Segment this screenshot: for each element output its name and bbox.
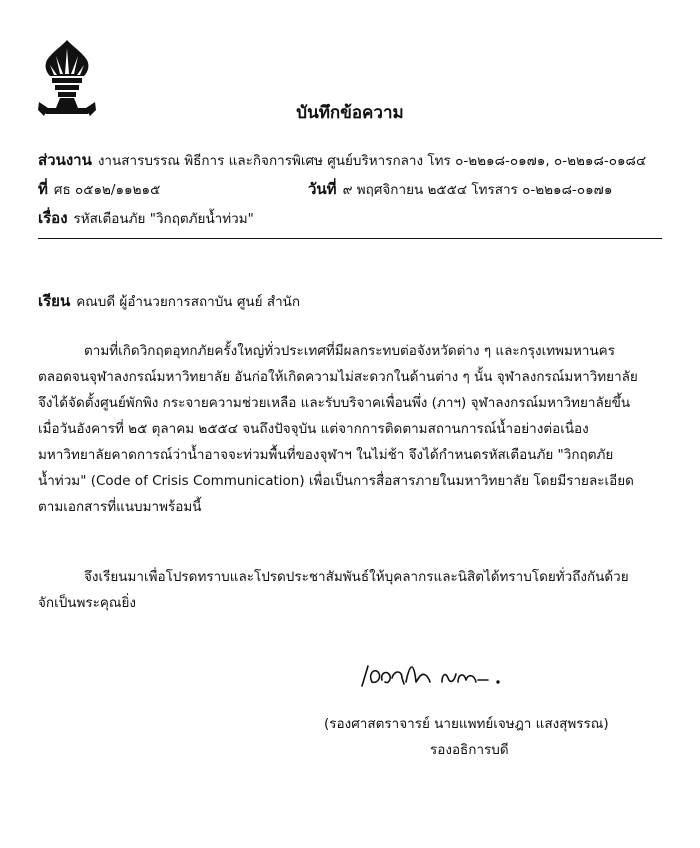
number-value: ศธ ๐๕๑๒/๑๑๒๑๕ xyxy=(53,182,161,198)
subject-value: รหัสเตือนภัย "วิกฤตภัยน้ำท่วม" xyxy=(73,211,254,227)
department-value: งานสารบรรณ พิธีการ และกิจการพิเศษ ศูนย์บริหารกลาง โทร ๐-๒๒๑๘-๐๑๗๑, ๐-๒๒๑๘-๐๑๘๔ xyxy=(97,153,647,169)
paragraph-line: น้ำท่วม" (Code of Crisis Communication) เพื่อเป็นการสื่อสารภายในมหาวิทยาลัย โดยมีรายละเอียด xyxy=(38,473,634,489)
date-row xyxy=(308,177,612,201)
body-paragraph-2 xyxy=(38,564,660,616)
recipient-value: คณบดี ผู้อำนวยการสถาบัน ศูนย์ สำนัก xyxy=(76,294,301,310)
department-label: ส่วนงาน xyxy=(38,151,92,169)
recipient-label: เรียน xyxy=(38,292,71,310)
signer-name: (รองศาสตราจารย์ นายแพทย์เจษฎา แสงสุพรรณ) xyxy=(324,716,609,732)
date-label: วันที่ xyxy=(308,180,337,198)
handwritten-signature xyxy=(358,652,528,692)
header-divider xyxy=(38,238,662,239)
subject-row xyxy=(38,206,254,230)
document-number-row xyxy=(38,177,160,201)
subject-label: เรื่อง xyxy=(38,209,68,227)
recipient-row xyxy=(38,289,300,313)
signer-title: รองอธิการบดี xyxy=(430,742,509,758)
paragraph-line: ตลอดจนจุฬาลงกรณ์มหาวิทยาลัย อันก่อให้เกิดความไม่สะดวกในด้านต่าง ๆ นั้น จุฬาลงกรณ์มหาวิทยาลัย xyxy=(38,369,638,385)
date-value: ๙ พฤศจิกายน ๒๕๕๔ โทรสาร ๐-๒๒๑๘-๐๑๗๑ xyxy=(342,182,613,198)
number-label: ที่ xyxy=(38,180,48,198)
paragraph-line: จึงเรียนมาเพื่อโปรดทราบและโปรดประชาสัมพันธ์ให้บุคลากรและนิสิตได้ทราบโดยทั่วถึงกันด้วย xyxy=(84,569,629,585)
body-paragraph-1 xyxy=(38,338,660,520)
paragraph-line: จักเป็นพระคุณยิ่ง xyxy=(38,595,136,611)
paragraph-line: มหาวิทยาลัยคาดการณ์ว่าน้ำอาจจะท่วมพื้นที่ของจุฬาฯ ในไม่ช้า จึงได้กำหนดรหัสเตือนภัย "วิกฤตภัย xyxy=(38,447,614,463)
document-title: บันทึกข้อความ xyxy=(296,103,404,123)
department-row xyxy=(38,148,646,172)
paragraph-line: เมื่อวันอังคารที่ ๒๕ ตุลาคม ๒๕๕๔ จนถึงปัจจุบัน แต่จากการติดตามสถานการณ์น้ำอย่างต่อเนื่อง xyxy=(38,421,589,437)
paragraph-line: ตามเอกสารที่แนบมาพร้อมนี้ xyxy=(38,499,202,515)
paragraph-line: จึงได้จัดตั้งศูนย์พักพิง กระจายความช่วยเหลือ และรับบริจาคเพื่อนพึ่ง (ภาฯ) จุฬาลงกรณ์มหาวิทยาลัยขึ้น xyxy=(38,395,631,411)
paragraph-line: ตามที่เกิดวิกฤตอุทกภัยครั้งใหญ่ทั่วประเทศที่มีผลกระทบต่อจังหวัดต่าง ๆ และกรุงเทพมหานคร xyxy=(84,343,615,359)
